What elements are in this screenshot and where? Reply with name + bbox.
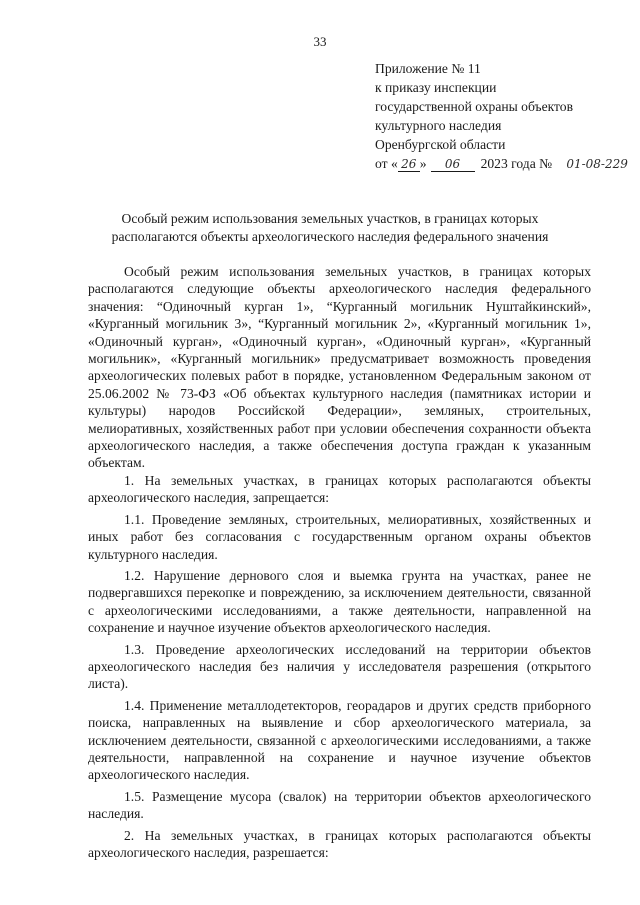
annex-block <box>375 59 628 173</box>
handwritten-order-number: 01-08-229 <box>566 157 628 171</box>
clause-1-4: 1.4. Применение металлодетекторов, георадаров и других средств приборного поиска, направленных на выявление и сбор археологического материала, за исключением деятельности, связанной с археологическими исследованиями, а также деятельности, направленной на сохранение и научное изучение объектов археологического наследия. <box>88 697 591 783</box>
annex-line-order: к приказу инспекции <box>375 80 497 95</box>
annex-title: Приложение № 11 <box>375 61 481 76</box>
clause-1-1: 1.1. Проведение земляных, строительных, мелиоративных, хозяйственных и иных работ без согласования с государственным органом охраны объектов культурного наследия. <box>88 511 591 562</box>
clause-2: 2. На земельных участках, в границах которых располагаются объекты археологического наследия, разрешается: <box>88 827 591 860</box>
clause-1-5: 1.5. Размещение мусора (свалок) на территории объектов археологического наследия. <box>88 788 591 822</box>
annex-line-inspection: государственной охраны объектов <box>375 99 574 114</box>
annex-line-region: Оренбургской области <box>375 137 506 152</box>
date-prefix: от « <box>375 156 398 171</box>
annex-date-line <box>375 154 628 173</box>
annex-line-heritage: культурного наследия <box>375 118 502 133</box>
handwritten-day: 26 <box>398 157 420 172</box>
date-year: 2023 года № <box>480 156 553 171</box>
handwritten-month: 06 <box>431 157 475 172</box>
date-mid: » <box>419 156 427 171</box>
intro-paragraph: Особый режим использования земельных участков, в границах которых располагаются следующие объекты археологического наследия федерального значения: “Одиночный курган 1», “Курганный могильник Нуштайкинский», «Курганный могильник 3», “Курганный могильник 2», «Курганный могильник 1», «Одиночный курган», «Одиночный курган», «Одиночный курган», «Курганный могильник», «Курганный могильник» предусматривает возможность проведения археологических полевых работ в порядке, установленном Федеральным законом от 25.06.2002 № 73-ФЗ «Об объектах культурного наследия (памятниках истории и культуры) народов Российской Федерации», земляных, строительных, мелиоративных, хозяйственных работ при условии обеспечения сохранности объекта археологического наследия, а также обеспечения доступа граждан к указанным объектам. <box>88 264 591 471</box>
document-body <box>88 263 591 865</box>
clause-1: 1. На земельных участках, в границах которых располагаются объекты археологического наследия, запрещается: <box>88 472 591 506</box>
page-number: 33 <box>313 34 327 49</box>
clause-1-2: 1.2. Нарушение дернового слоя и выемка грунта на участках, ранее не подвергавшихся перекопке и повреждению, за исключением деятельности, связанной с археологическими исследованиями, а также деятельности, направленной на сохранение и научное изучение объектов археологического наследия. <box>88 567 591 636</box>
clause-1-3: 1.3. Проведение археологических исследований на территории объектов археологического наследия без наличия у исследователя разрешения (открытого листа). <box>88 641 591 692</box>
document-heading: Особый режим использования земельных участков, в границах которых располагаются объекты археологического наследия федерального значения <box>111 211 549 244</box>
